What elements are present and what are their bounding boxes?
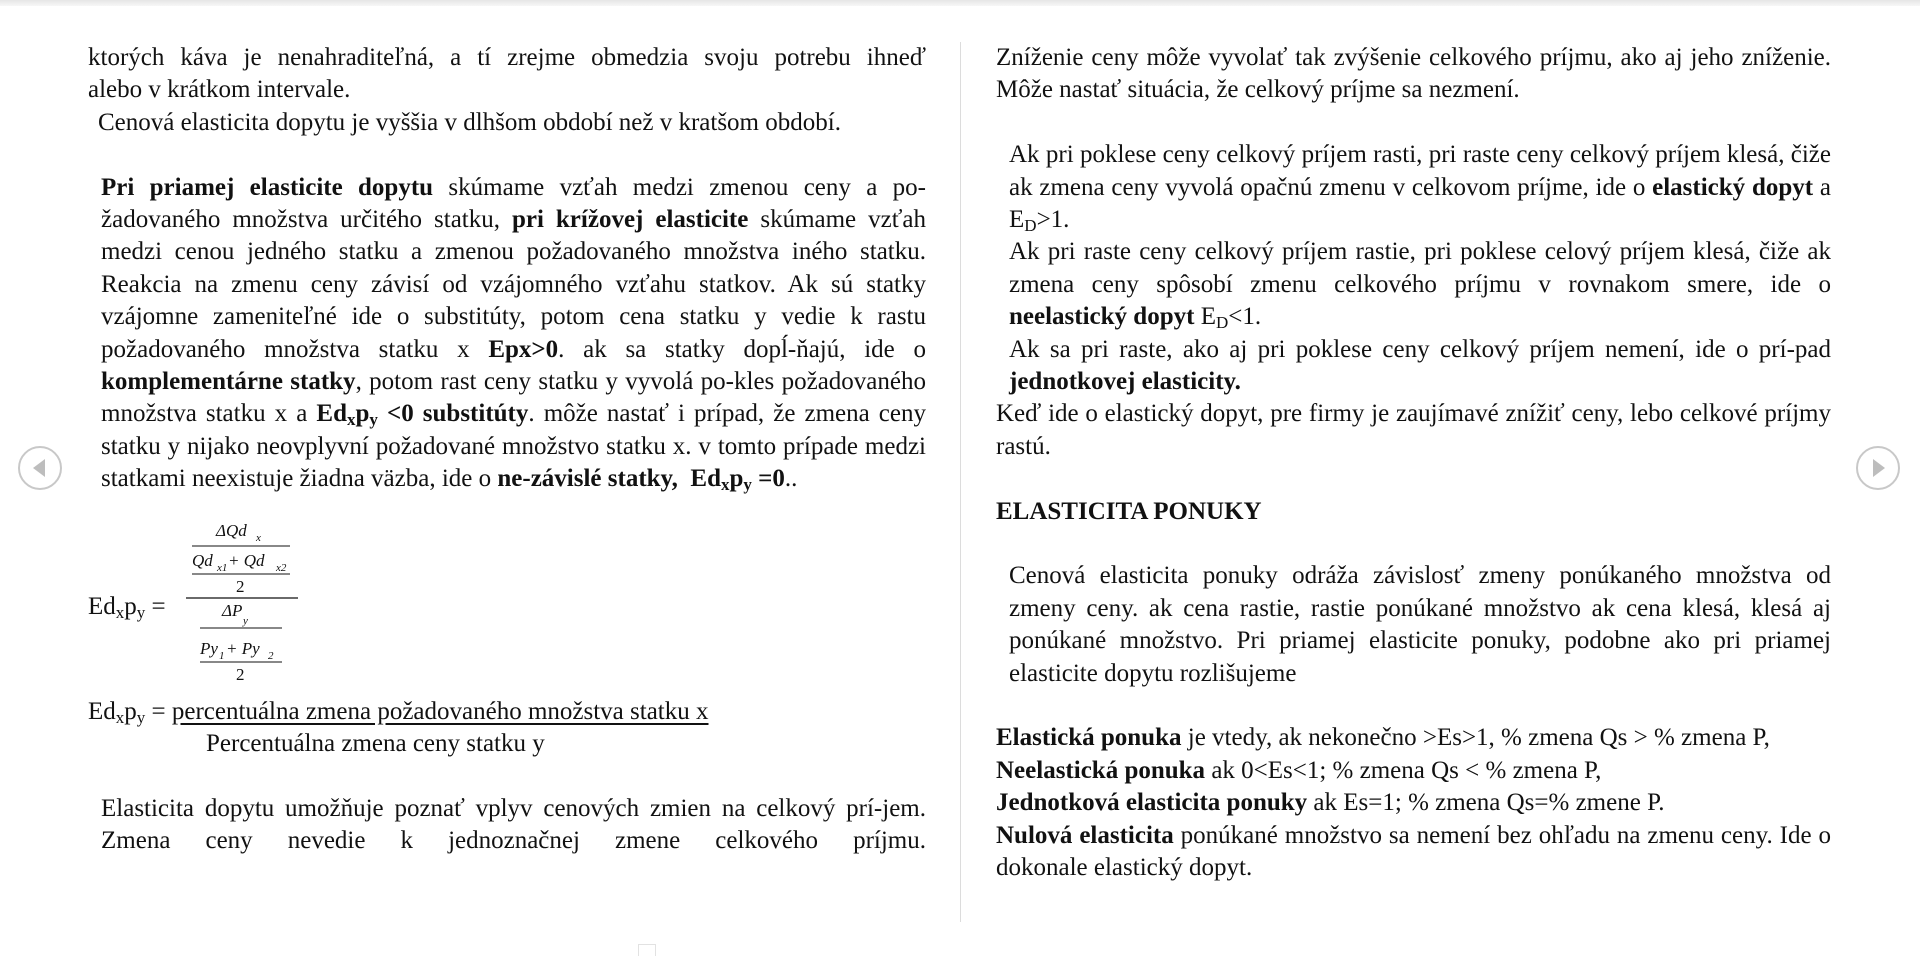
- left-page: [88, 42, 926, 858]
- svg-text:2: 2: [236, 576, 245, 596]
- svg-text:ΔQd: ΔQd: [216, 520, 247, 540]
- top-toolbar-edge: [0, 0, 1920, 6]
- formula-lhs: $Ed_xp_y$ =: [88, 592, 166, 622]
- right-paragraph-5: Keď ide o elastický dopyt, pre firmy je zaujímavé znížiť ceny, lebo celkové príjmy rastú.: [996, 400, 1831, 460]
- right-page: [996, 42, 1831, 885]
- chevron-left-icon: [20, 448, 60, 488]
- svg-text:Qd: Qd: [192, 550, 213, 570]
- left-paragraph-1-line-1: ktorých káva je nenahraditeľná, a tí zrejme obmedzia svoju potrebu ihneď: [88, 44, 926, 71]
- right-paragraph-2: Ak pri poklese ceny celkový príjem rasti, pri raste ceny celkový príjem klesá, čiže ak zmena ceny vyvolá opačnú zmenu v celkovom príjme, ide o elastický dopyt a $E_D>1$.: [1009, 141, 1831, 236]
- svg-text:y: y: [243, 614, 248, 627]
- definition-unit-elasticity: Jednotková elasticita ponuky ak Es=1; % zmena Qs=% zmene P.: [996, 789, 1665, 817]
- chevron-right-icon: [1858, 448, 1898, 488]
- svg-text:2: 2: [268, 649, 274, 662]
- right-paragraph-6: Cenová elasticita ponuky odráža závislosť zmeny ponúkaného množstva od zmeny ceny. ak cena rastie, rastie ponúkané množstvo ak cena klesá, klesá aj ponúkané množstvo. Pri priamej elasticite ponuky, podobne ako pri priamej elasticite dopytu rozlišujeme: [1009, 562, 1831, 687]
- svg-text:x2: x2: [276, 561, 287, 574]
- right-paragraph-4: Ak sa pri raste, ako aj pri poklese ceny celkový príjem nemení, ide o prí-pad jednotkovej elasticity.: [1009, 335, 1831, 396]
- definition-inelastic-supply: Neelastická ponuka ak 0<Es<1; % zmena Qs < % zmena P,: [996, 756, 1602, 784]
- previous-page-button[interactable]: [18, 446, 62, 490]
- section-heading: ELASTICITA PONUKY: [996, 497, 1262, 525]
- left-paragraph-1-line-2: alebo v krátkom intervale.: [88, 76, 351, 104]
- formula-fraction: [88, 516, 508, 696]
- svg-text:ΔP: ΔP: [222, 600, 243, 620]
- right-paragraph-3: Ak pri raste ceny celkový príjem rastie, pri poklese celový príjem klesá, čiže ak zmena ceny spôsobí zmenu celkového príjmu v rovnakom smere, ide o neelastický dopyt $E_D<1$.: [1009, 238, 1831, 333]
- page-divider: [960, 42, 961, 922]
- svg-text:x1: x1: [217, 561, 228, 574]
- formula-2-denominator: Percentuálna zmena ceny statku y: [206, 730, 545, 758]
- definition-elastic-supply: Elastická ponuka je vtedy, ak nekonečno >Es>1, % zmena Qs > % zmena P,: [996, 724, 1770, 752]
- svg-text:+ Py: + Py: [226, 638, 260, 658]
- svg-text:x: x: [256, 531, 261, 544]
- left-paragraph-2: Cenová elasticita dopytu je vyššia v dlhšom období než v kratšom období.: [98, 108, 841, 136]
- formula-2-numerator-line: $Ed_xp_y$ = percentuálna zmena požadovaného množstva statku x: [88, 697, 709, 727]
- svg-text:+ Qd: + Qd: [228, 550, 265, 570]
- svg-text:1: 1: [219, 649, 225, 662]
- scroll-indicator[interactable]: [638, 944, 656, 956]
- left-paragraph-3: Pri priamej elasticite dopytu skúmame vzťah medzi zmenou ceny a po-žadovaného množstva určitého statku, pri krížovej elasticite skúmame vzťah medzi cenou jedného statku a zmenou požadovaného množstva iného statku. Reakcia na zmenu ceny závisí od vzájomného vzťahu statkov. Ak sú statky vzájomne zameniteľné ide o substitúty, potom cena statku y vedie k rastu požadovaného množstva statku x Epx>0. ak sa statky dopĺ-ňajú, ide o komplementárne statky, potom rast ceny statku y vyvolá po-kles požadovaného množstva statku x a $Ed_xp_y <0$ substitúty. môže nastať i prípad, že zmena ceny statku y nijako neovplyvní požadované množstvo statku x. v tomto prípade medzi statkami neexistuje žiadna väzba, ide o ne-závislé statky, $Ed_xp_y =0$..: [101, 173, 926, 495]
- next-page-button[interactable]: [1856, 446, 1900, 490]
- left-paragraph-4: Elasticita dopytu umožňuje poznať vplyv cenových zmien na celkový prí-jem. Zmena ceny nevedie k jednoznačnej zmene celkového príjmu.: [101, 794, 926, 855]
- svg-text:2: 2: [236, 664, 245, 684]
- right-paragraph-1: Zníženie ceny môže vyvolať tak zvýšenie celkového príjmu, ako aj jeho zníženie. Môže nastať situácia, že celkový príjme sa nezmení.: [996, 44, 1831, 104]
- svg-text:Py: Py: [200, 638, 218, 658]
- cross-elasticity-formula: [88, 516, 926, 696]
- definition-zero-elasticity: Nulová elasticita ponúkané množstvo sa nemení bez ohľadu na zmenu ceny. Ide o dokonale elastický dopyt.: [996, 821, 1831, 882]
